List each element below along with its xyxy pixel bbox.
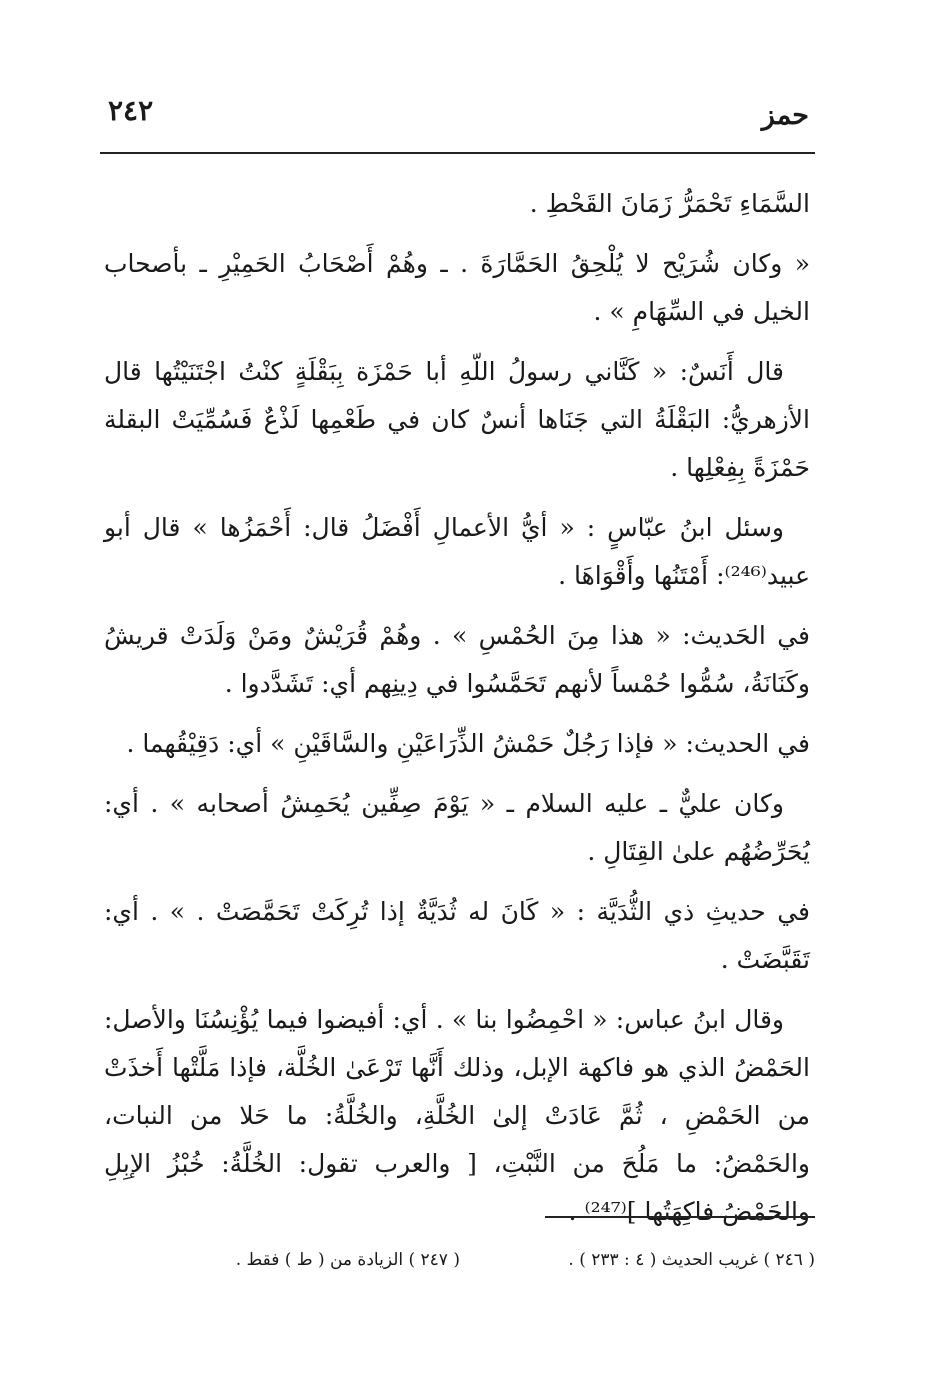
footnote-246: ( ٢٤٦ ) غريب الحديث ( ٤ : ٢٣٣ ) . bbox=[568, 1250, 815, 1270]
footnote-247: ( ٢٤٧ ) الزيادة من ( ط ) فقط . bbox=[235, 1250, 460, 1270]
footnotes bbox=[200, 1250, 815, 1286]
footnote-divider bbox=[545, 1216, 815, 1218]
page-number: ٢٤٢ bbox=[108, 94, 154, 127]
paragraph: « وكان شُرَيْح لا يُلْحِقُ الحَمَّارَةَ . ـ وهُمْ أَصْحَابُ الحَمِيْرِ ـ بأصحاب الخيل في السِّهَامِ » . bbox=[104, 249, 810, 326]
paragraph: وسئل ابنُ عبّاسٍ : « أيُّ الأعمالِ أَفْضَلُ قال: أَحْمَزُها » قال أبو عبيد⁽²⁴⁶⁾: أَمْتَنُها وأَقْوَاهَا . bbox=[104, 513, 810, 590]
paragraph: في الحديث: « فإذا رَجُلٌ حَمْشُ الذِّرَاعَيْنِ والسَّاقَيْنِ » أي: دَقِيْقُهما . bbox=[126, 729, 810, 758]
paragraph: في حديثِ ذي الثُّدَيَّة : « كَانَ له ثُدَيَّةٌ إذا تُرِكَتْ تَحَمَّصَتْ . » . أي: تَقَبَّضَتْ . bbox=[104, 897, 810, 974]
paragraph: وكان عليٌّ ـ عليه السلام ـ « يَوْمَ صِفِّين يُحَمِشُ أصحابه » . أي: يُحَرِّضُهُم علىٰ القِتَالِ . bbox=[104, 789, 810, 866]
header-divider bbox=[100, 152, 815, 154]
paragraph: في الحَديث: « هذا مِنَ الحُمْسِ » . وهُمْ قُرَيْشٌ ومَنْ وَلَدَتْ قريشُ وكَنَانَةُ، سُمُّوا حُمْساً لأنهم تَحَمَّسُوا في دِينِهم أي: تَشَدَّدوا . bbox=[104, 621, 810, 698]
main-text bbox=[104, 180, 810, 1248]
paragraph: وقال ابنُ عباس: « احْمِضُوا بنا » . أي: أفيضوا فيما يُؤْنِسُنَا والأصل: الحَمْضُ الذي هو فاكهة الإبل، وذلك أَنَّها تَرْعَىٰ الخُلَّة، فإذا مَلَّتْها أَخذَتْ من الحَمْضِ ، ثُمَّ عَادَتْ إلىٰ الخُلَّةِ، والخُلَّةُ: ما حَلا من النبات، والحَمْضُ: ما مَلُحَ من النَّبْتِ، [ والعرب تقول: الخُلَّةُ: خُبْزُ الإبِلِ والحَمْضُ فاكِهَتُها ]⁽²⁴⁷⁾ . bbox=[104, 1005, 810, 1226]
paragraph: السَّمَاءِ تَحْمَرُّ زَمَانَ القَحْطِ . bbox=[529, 189, 810, 218]
page-header bbox=[100, 92, 815, 142]
paragraph: قال أَنَسٌ: « كَنَّاني رسولُ اللّهِ أبا حَمْزَة بِبَقْلَةٍ كنْتُ اجْتَنَيْتُها قال الأزهريُّ: البَقْلَةُ التي جَنَاها أنسٌ كان في طَعْمِها لَذْعٌ فَسُمِّيَتْ البقلة حَمْزَةً بِفِعْلِها . bbox=[104, 357, 810, 482]
running-head: حمز bbox=[761, 100, 809, 131]
